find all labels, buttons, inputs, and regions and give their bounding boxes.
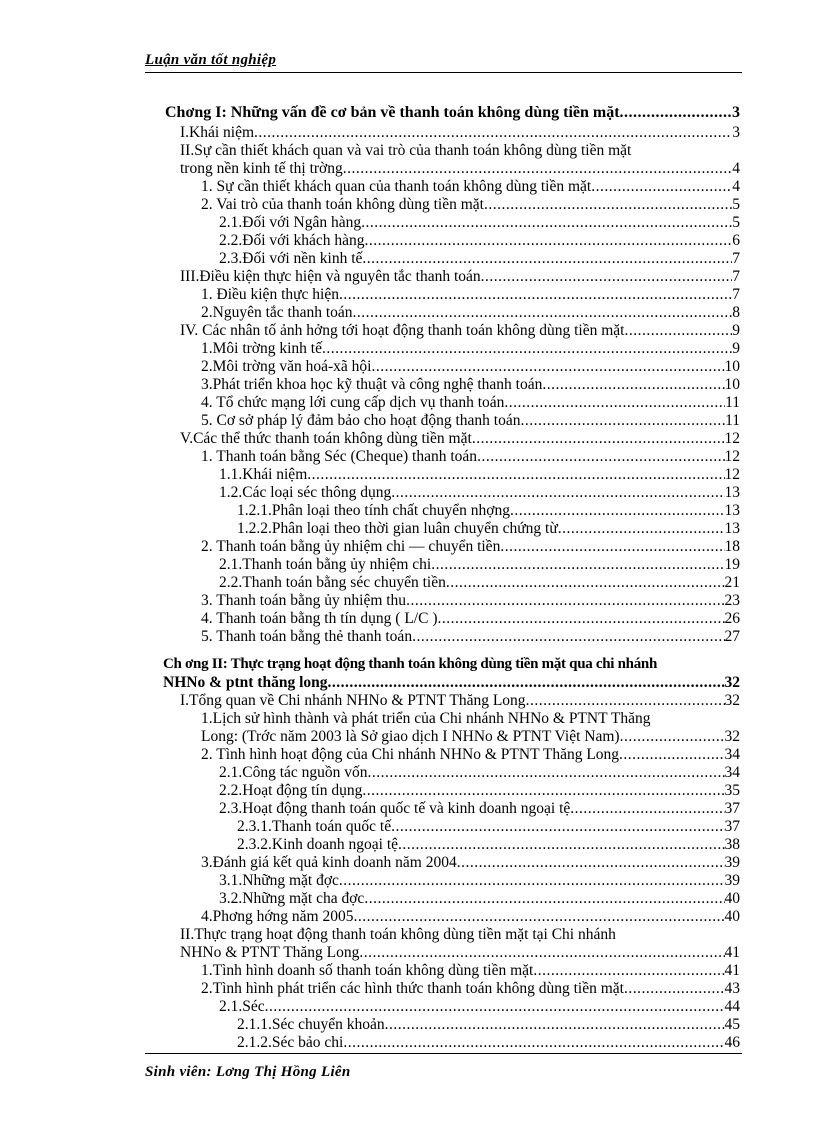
toc-entry-page: 5	[732, 196, 740, 213]
toc-entry[interactable]	[201, 304, 740, 321]
toc-entry[interactable]	[201, 592, 740, 609]
toc-entry-text: 2.3.Hoạt động thanh toán quốc tế và kinh doanh ngoại tệ	[219, 800, 571, 817]
toc-chapter-2-page: 32	[724, 674, 740, 691]
toc-entry-text: 3.Đánh giá kết quả kinh doanh năm 2004	[201, 854, 457, 871]
toc-entry-page: 13	[724, 502, 740, 519]
toc-entry-text: 5. Thanh toán bằng thẻ thanh toán	[201, 628, 413, 645]
footer-author: Sinh viên: Lơng Thị Hồng Liên	[145, 1064, 351, 1080]
toc-chapter-2-text: NHNo & ptnt thăng long	[163, 674, 328, 691]
toc-entry[interactable]	[201, 854, 740, 871]
toc-entry-text: 1.2.1.Phân loại theo tính chất chuyển nhợng	[237, 502, 510, 519]
toc-entry-text: 1.Môi trờng kinh tế	[201, 340, 322, 357]
toc-entry[interactable]	[201, 962, 740, 979]
toc-entry-text: 2.2.Đối với khách hàng	[219, 232, 365, 249]
toc-entry-text: 2. Tình hình hoạt động của Chi nhánh NHNo & PTNT Thăng Long	[201, 746, 620, 763]
toc-entry-text: 2.Môi trờng văn hoá-xã hội	[201, 358, 372, 375]
toc-entry[interactable]	[201, 980, 740, 997]
toc-entry-page: 12	[724, 466, 740, 483]
toc-entry[interactable]	[201, 746, 740, 763]
toc-entry-text: 2.1.Séc	[219, 998, 265, 1015]
toc-entry-text: trong nền kinh tế thị trờng	[180, 160, 343, 177]
toc-entry-text: 2.1.1.Séc chuyển khoản	[237, 1016, 385, 1033]
toc-entry[interactable]	[219, 232, 740, 249]
toc-entry-text: 2.Nguyên tắc thanh toán	[201, 304, 353, 321]
toc-entry-text: 2.1.Đối với Ngân hàng	[219, 214, 362, 231]
page-footer	[145, 1053, 742, 1080]
toc-entry-text: 2.3.1.Thanh toán quốc tế	[237, 818, 392, 835]
toc-entry-text: 3.2.Những mặt cha đợc	[219, 890, 365, 907]
toc-entry[interactable]	[219, 800, 740, 817]
toc-entry-page: 13	[724, 484, 740, 501]
toc-entry-page: 18	[724, 538, 740, 555]
toc-chapter-1[interactable]	[165, 104, 740, 121]
toc-entry[interactable]	[201, 628, 740, 645]
toc-entry-page: 21	[724, 574, 740, 591]
toc-entry[interactable]	[219, 574, 740, 591]
toc-entry-page: 7	[732, 250, 740, 267]
toc-entry-page: 8	[732, 304, 740, 321]
toc-entry-text: 3. Thanh toán bằng ủy nhiệm thu	[201, 592, 407, 609]
toc-entry-text: 4. Tổ chức mạng lới cung cấp dịch vụ thanh toán	[201, 394, 505, 411]
toc-entry-text: 3.Phát triển khoa học kỹ thuật và công nghệ thanh toán	[201, 376, 543, 393]
toc-entry-page: 41	[724, 944, 740, 961]
toc-entry[interactable]	[201, 728, 740, 745]
page-header	[145, 52, 742, 73]
toc-entry[interactable]	[237, 1034, 740, 1051]
toc-entry-page: 11	[725, 394, 740, 411]
toc-entry[interactable]	[237, 520, 740, 537]
toc-entry-page: 41	[724, 962, 740, 979]
toc-entry-text: 1.2.Các loại séc thông dụng	[219, 484, 392, 501]
toc-entry-page: 10	[724, 376, 740, 393]
toc-entry-page: 9	[732, 340, 740, 357]
toc-chapter-2[interactable]	[163, 674, 740, 691]
toc-entry[interactable]	[201, 610, 740, 627]
toc-entry[interactable]	[219, 250, 740, 267]
toc-entry-line1: II.Sự cần thiết khách quan và vai trò của thanh toán không dùng tiền mặt	[180, 142, 632, 159]
toc-entry-page: 32	[724, 692, 740, 709]
toc-entry[interactable]	[219, 782, 740, 799]
toc-entry[interactable]	[180, 430, 740, 447]
toc-entry-text: 2.Tình hình phát triển các hình thức thanh toán không dùng tiền mặt	[201, 980, 624, 997]
toc-entry-page: 11	[725, 412, 740, 429]
toc-entry-page: 4	[732, 178, 740, 195]
toc-entry-page: 40	[724, 908, 740, 925]
toc-entry-page: 44	[724, 998, 740, 1015]
toc-entry-text: Long: (Trớc năm 2003 là Sở giao dịch I NHNo & PTNT Việt Nam)	[201, 728, 620, 745]
toc-entry[interactable]	[180, 692, 740, 709]
toc-entry-text: IV. Các nhân tố ảnh hởng tới hoạt động thanh toán không dùng tiền mặt	[180, 322, 625, 339]
toc-entry-text: 1. Điều kiện thực hiện	[201, 286, 339, 303]
toc-entry-text: 1.1.Khái niệm	[219, 466, 308, 483]
toc-entry-page: 12	[724, 430, 740, 447]
toc-entry[interactable]	[201, 412, 740, 429]
toc-chapter-1-page: 3	[732, 104, 740, 121]
toc-entry-text: 2.1.2.Séc bảo chi	[237, 1034, 344, 1051]
toc-entry[interactable]	[201, 538, 740, 555]
toc-entry-text: 2.1.Công tác nguồn vốn	[219, 764, 368, 781]
toc-entry-text: I.Khái niệm	[180, 124, 255, 141]
toc-entry-page: 27	[724, 628, 740, 645]
toc-entry-line1: II.Thực trạng hoạt động thanh toán không dùng tiền mặt tại Chi nhánh	[180, 926, 616, 943]
toc-entry-line1: 1.Lịch sử hình thành và phát triển của Chi nhánh NHNo & PTNT Thăng	[201, 710, 651, 727]
toc-entry-page: 39	[724, 854, 740, 871]
toc-entry-page: 34	[724, 764, 740, 781]
toc-entry[interactable]	[201, 178, 740, 195]
toc-entry-page: 5	[732, 214, 740, 231]
toc-entry[interactable]	[201, 376, 740, 393]
toc-entry-page: 46	[724, 1034, 740, 1051]
toc-entry-text: 1. Sự cần thiết khách quan của thanh toán không dùng tiền mặt	[201, 178, 592, 195]
toc-entry[interactable]	[237, 502, 740, 519]
toc-entry-text: V.Các thể thức thanh toán không dùng tiền mặt	[180, 430, 472, 447]
toc-entry[interactable]	[237, 1016, 740, 1033]
toc-entry-page: 40	[724, 890, 740, 907]
toc-entry-page: 9	[732, 322, 740, 339]
toc-entry-page: 10	[724, 358, 740, 375]
toc-entry[interactable]	[180, 322, 740, 339]
toc-entry-page: 39	[724, 872, 740, 889]
toc-entry-page: 35	[724, 782, 740, 799]
toc-entry-page: 37	[724, 818, 740, 835]
toc-entry-page: 37	[724, 800, 740, 817]
toc-entry[interactable]	[219, 890, 740, 907]
toc-entry-page: 23	[724, 592, 740, 609]
toc-entry-page: 45	[724, 1016, 740, 1033]
toc-entry[interactable]	[180, 160, 740, 177]
toc-entry[interactable]	[201, 196, 740, 213]
toc-entry-text: 3.1.Những mặt đợc	[219, 872, 339, 889]
toc-entry[interactable]	[219, 998, 740, 1015]
toc-entry-page: 32	[724, 728, 740, 745]
toc-entry[interactable]	[219, 556, 740, 573]
toc-entry-text: 4. Thanh toán bằng th tín dụng ( L/C )	[201, 610, 438, 627]
toc-entry[interactable]	[201, 340, 740, 357]
toc-entry[interactable]	[180, 268, 740, 285]
toc-entry-page: 13	[724, 520, 740, 537]
toc-entry-page: 6	[732, 232, 740, 249]
toc-entry-text: I.Tổng quan về Chi nhánh NHNo & PTNT Thăng Long	[180, 692, 526, 709]
toc-entry-text: 2.1.Thanh toán bằng ủy nhiệm chi	[219, 556, 432, 573]
toc-entry-text: 4.Phơng hớng năm 2005	[201, 908, 354, 925]
toc-entry-page: 38	[724, 836, 740, 853]
toc-entry-text: 2.2.Hoạt động tín dụng	[219, 782, 363, 799]
toc-entry[interactable]	[201, 394, 740, 411]
toc-entry-text: 2.3.2.Kinh doanh ngoại tệ	[237, 836, 399, 853]
toc-entry[interactable]	[219, 484, 740, 501]
toc-entry[interactable]	[180, 944, 740, 961]
toc-entry[interactable]	[219, 872, 740, 889]
toc-entry-page: 7	[732, 268, 740, 285]
toc-entry-text: 2.3.Đối với nền kinh tế	[219, 250, 363, 267]
toc-entry[interactable]	[180, 124, 740, 141]
toc-entry[interactable]	[219, 214, 740, 231]
toc-entry[interactable]	[219, 764, 740, 781]
toc-entry-text: 1. Thanh toán bằng Séc (Cheque) thanh toán	[201, 448, 478, 465]
toc-entry[interactable]	[201, 908, 740, 925]
toc-entry-page: 19	[724, 556, 740, 573]
toc-entry-text: 1.2.2.Phân loại theo thời gian luân chuyển chứng từ	[237, 520, 558, 537]
toc-entry-text: 2.2.Thanh toán bằng séc chuyển tiền	[219, 574, 446, 591]
toc-entry-text: NHNo & PTNT Thăng Long	[180, 944, 360, 961]
toc-entry[interactable]	[237, 836, 740, 853]
toc-entry-page: 12	[724, 448, 740, 465]
toc-entry-text: 1.Tình hình doanh số thanh toán không dùng tiền mặt	[201, 962, 534, 979]
toc-entry-page: 7	[732, 286, 740, 303]
toc-entry-page: 26	[724, 610, 740, 627]
toc-entry-page: 4	[732, 160, 740, 177]
toc-chapter-1-text: Chơng I: Những vấn đề cơ bản về thanh toán không dùng tiền mặt	[165, 104, 620, 121]
toc-entry-text: III.Điều kiện thực hiện và nguyên tắc thanh toán	[180, 268, 481, 285]
toc-entry-page: 3	[732, 124, 740, 141]
toc-entry-page: 43	[724, 980, 740, 997]
toc-entry-text: 2. Vai trò của thanh toán không dùng tiền mặt	[201, 196, 484, 213]
toc-entry-text: 2. Thanh toán bằng ủy nhiệm chi — chuyển tiền	[201, 538, 501, 555]
toc-entry[interactable]	[201, 286, 740, 303]
toc-entry[interactable]	[201, 358, 740, 375]
toc-entry-page: 34	[724, 746, 740, 763]
toc-chapter-2-line1: Ch ơng II: Thực trạng hoạt động thanh toán không dùng tiền mặt qua chi nhánh	[163, 656, 657, 672]
toc-entry-text: 5. Cơ sở pháp lý đảm bảo cho hoạt động thanh toán	[201, 412, 521, 429]
toc-entry[interactable]	[219, 466, 740, 483]
toc-entry[interactable]	[237, 818, 740, 835]
toc-entry[interactable]	[201, 448, 740, 465]
header-title: Luận văn tốt nghiệp	[145, 52, 277, 68]
